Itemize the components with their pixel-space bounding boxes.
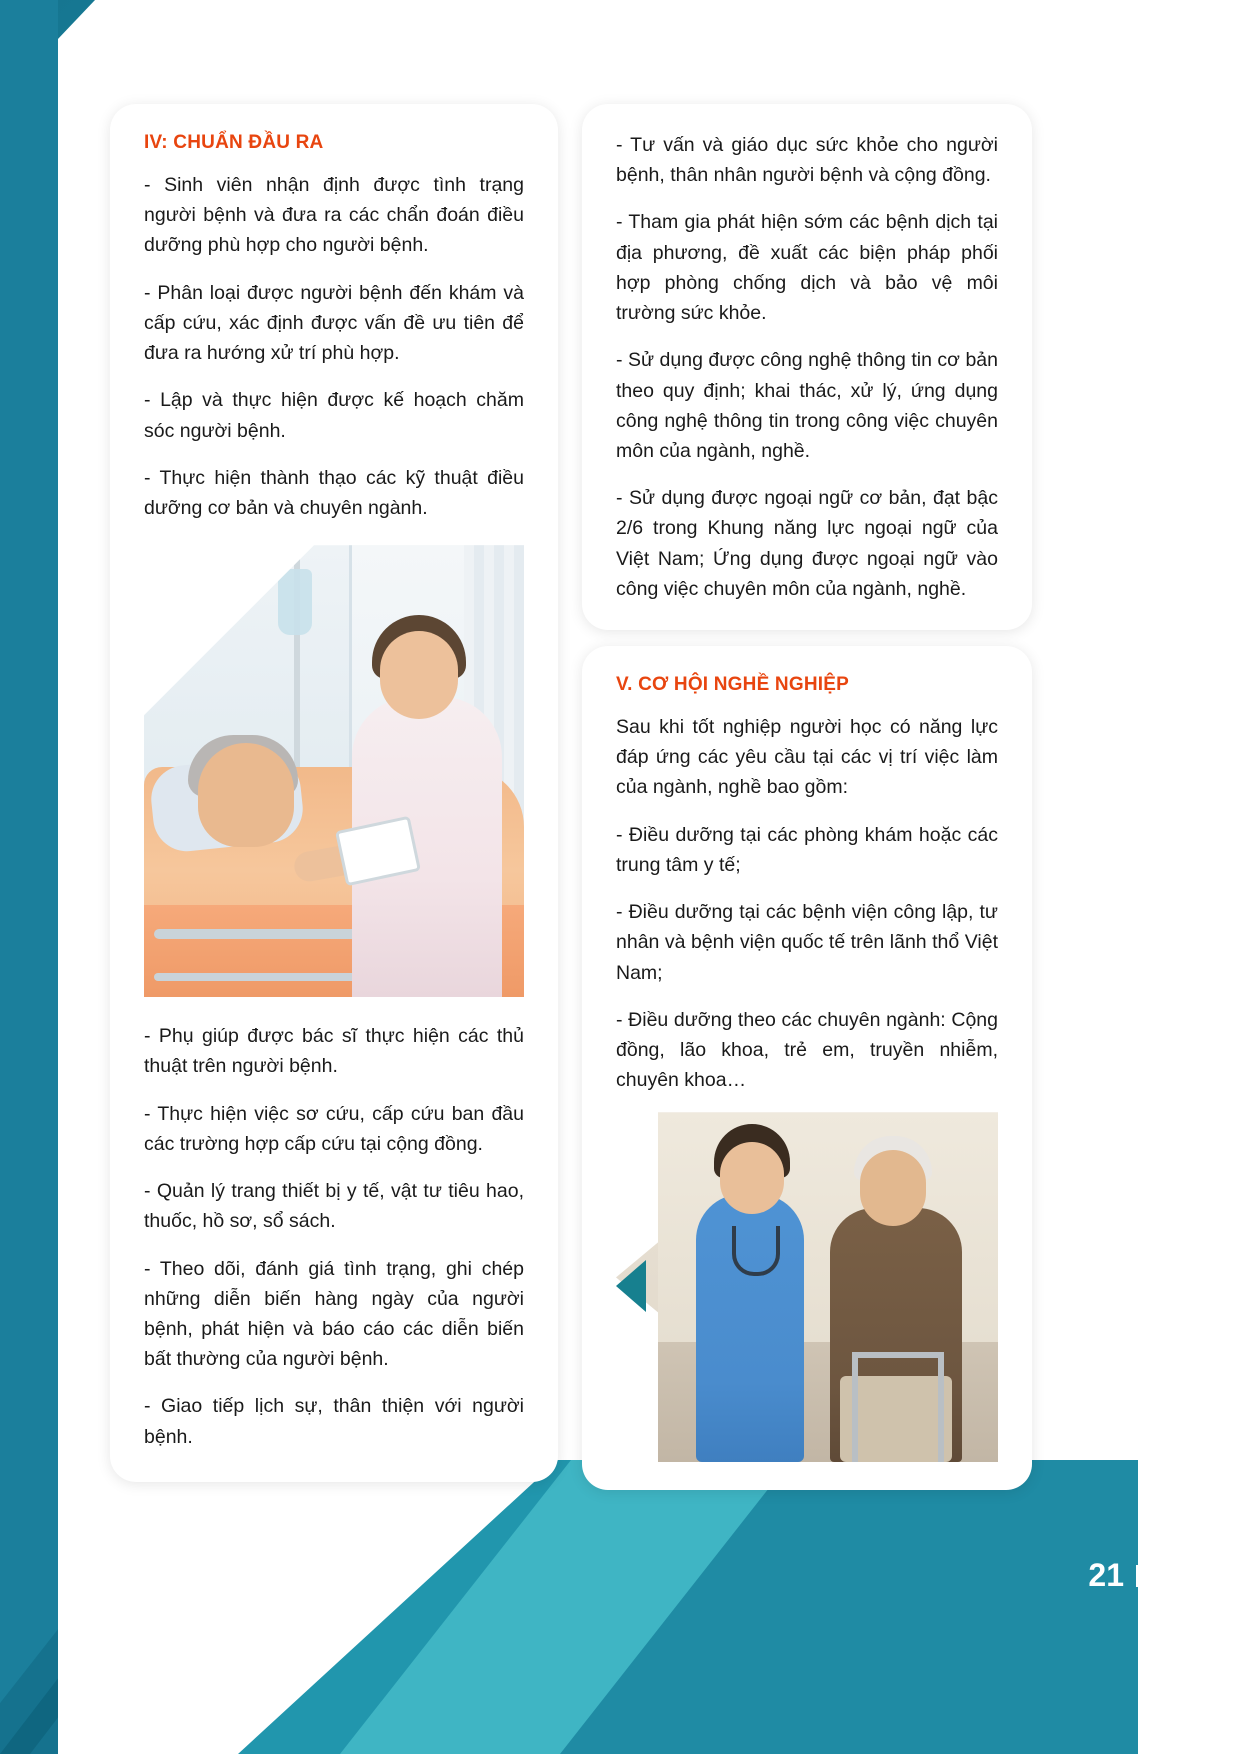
paragraph: - Sinh viên nhận định được tình trạng người bệnh và đưa ra các chẩn đoán điều dưỡng phù hợp cho người bệnh. (144, 174, 524, 257)
walker-leg-left (852, 1352, 858, 1462)
paragraph: - Điều dưỡng tại các phòng khám hoặc các trung tâm y tế; (616, 823, 998, 876)
paragraph: - Phụ giúp được bác sĩ thực hiện các thủ thuật trên người bệnh. (144, 1025, 524, 1078)
paragraph: - Lập và thực hiện được kế hoạch chăm sóc người bệnh. (144, 389, 524, 442)
photo-nurse-patient-bed (144, 545, 524, 997)
page-number-value: 21 (1088, 1557, 1124, 1593)
outcomes-continued-card (582, 104, 1032, 630)
section-title-career: V. CƠ HỘI NGHỀ NGHIỆP (616, 674, 849, 695)
outcomes-card (110, 104, 558, 1482)
patient-head (198, 743, 294, 847)
paragraph: - Tư vấn và giáo dục sức khỏe cho người bệnh, thân nhân người bệnh và cộng đồng. (616, 134, 998, 187)
page-number (1088, 1557, 1158, 1594)
paragraph: - Sử dụng được ngoại ngữ cơ bản, đạt bậc 2/6 trong Khung năng lực ngoại ngữ của Việt Nam; Ứng dụng được ngoại ngữ vào công việc chuyên môn của ngành, nghề. (616, 487, 998, 600)
triangle-accent-icon (616, 1260, 646, 1312)
paragraph: - Thực hiện việc sơ cứu, cấp cứu ban đầu các trường hợp cấp cứu tại cộng đồng. (144, 1102, 524, 1155)
paragraph: - Điều dưỡng tại các bệnh viện công lập, tư nhân và bệnh viện quốc tế trên lãnh thổ Việt Nam; (616, 901, 998, 984)
paragraph: - Giao tiếp lịch sự, thân thiện với người bệnh. (144, 1395, 524, 1448)
paragraph: - Sử dụng được công nghệ thông tin cơ bản theo quy định; khai thác, xử lý, ứng dụng công nghệ thông tin trong công việc chuyên môn của ngành, nghề. (616, 349, 998, 462)
patient-head (860, 1150, 926, 1226)
nurse-head (720, 1142, 784, 1214)
paragraph: - Điều dưỡng theo các chuyên ngành: Cộng đồng, lão khoa, trẻ em, truyền nhiễm, chuyên khoa… (616, 1008, 998, 1092)
paragraph: - Thực hiện thành thạo các kỹ thuật điều dưỡng cơ bản và chuyên ngành. (144, 466, 524, 519)
walker-leg-right (938, 1352, 944, 1462)
section-title-outcomes: IV: CHUẨN ĐẦU RA (144, 132, 324, 153)
photo-clip (144, 545, 524, 997)
iv-bag (278, 569, 312, 635)
stethoscope-icon (732, 1226, 780, 1276)
page-number-square-icon (1136, 1565, 1158, 1587)
nurse-head (380, 631, 458, 719)
walker-handle (852, 1352, 944, 1358)
paragraph: - Quản lý trang thiết bị y tế, vật tư tiêu hao, thuốc, hồ sơ, sổ sách. (144, 1180, 524, 1233)
paragraph: Sau khi tốt nghiệp người học có năng lực đáp ứng các yêu cầu tại các vị trí việc làm của ngành, nghề bao gồm: (616, 716, 998, 799)
paragraph: - Tham gia phát hiện sớm các bệnh dịch tại địa phương, đề xuất các biện pháp phối hợp phòng chống dịch và bảo vệ môi trường sức khỏe. (616, 211, 998, 325)
photo-clip (616, 1112, 998, 1462)
paragraph: - Theo dõi, đánh giá tình trạng, ghi chép những diễn biến hàng ngày của người bệnh, phát hiện và báo cáo các diễn biến bất thường của người bệnh. (144, 1257, 524, 1371)
career-opportunities-card (582, 646, 1032, 1490)
rehab-corridor-illustration (616, 1112, 998, 1462)
photo-nurse-walker (616, 1112, 998, 1462)
paragraph: - Phân loại được người bệnh đến khám và cấp cứu, xác định được vấn đề ưu tiên để đưa ra hướng xử trí phù hợp. (144, 281, 524, 365)
hospital-room-illustration (144, 545, 524, 997)
